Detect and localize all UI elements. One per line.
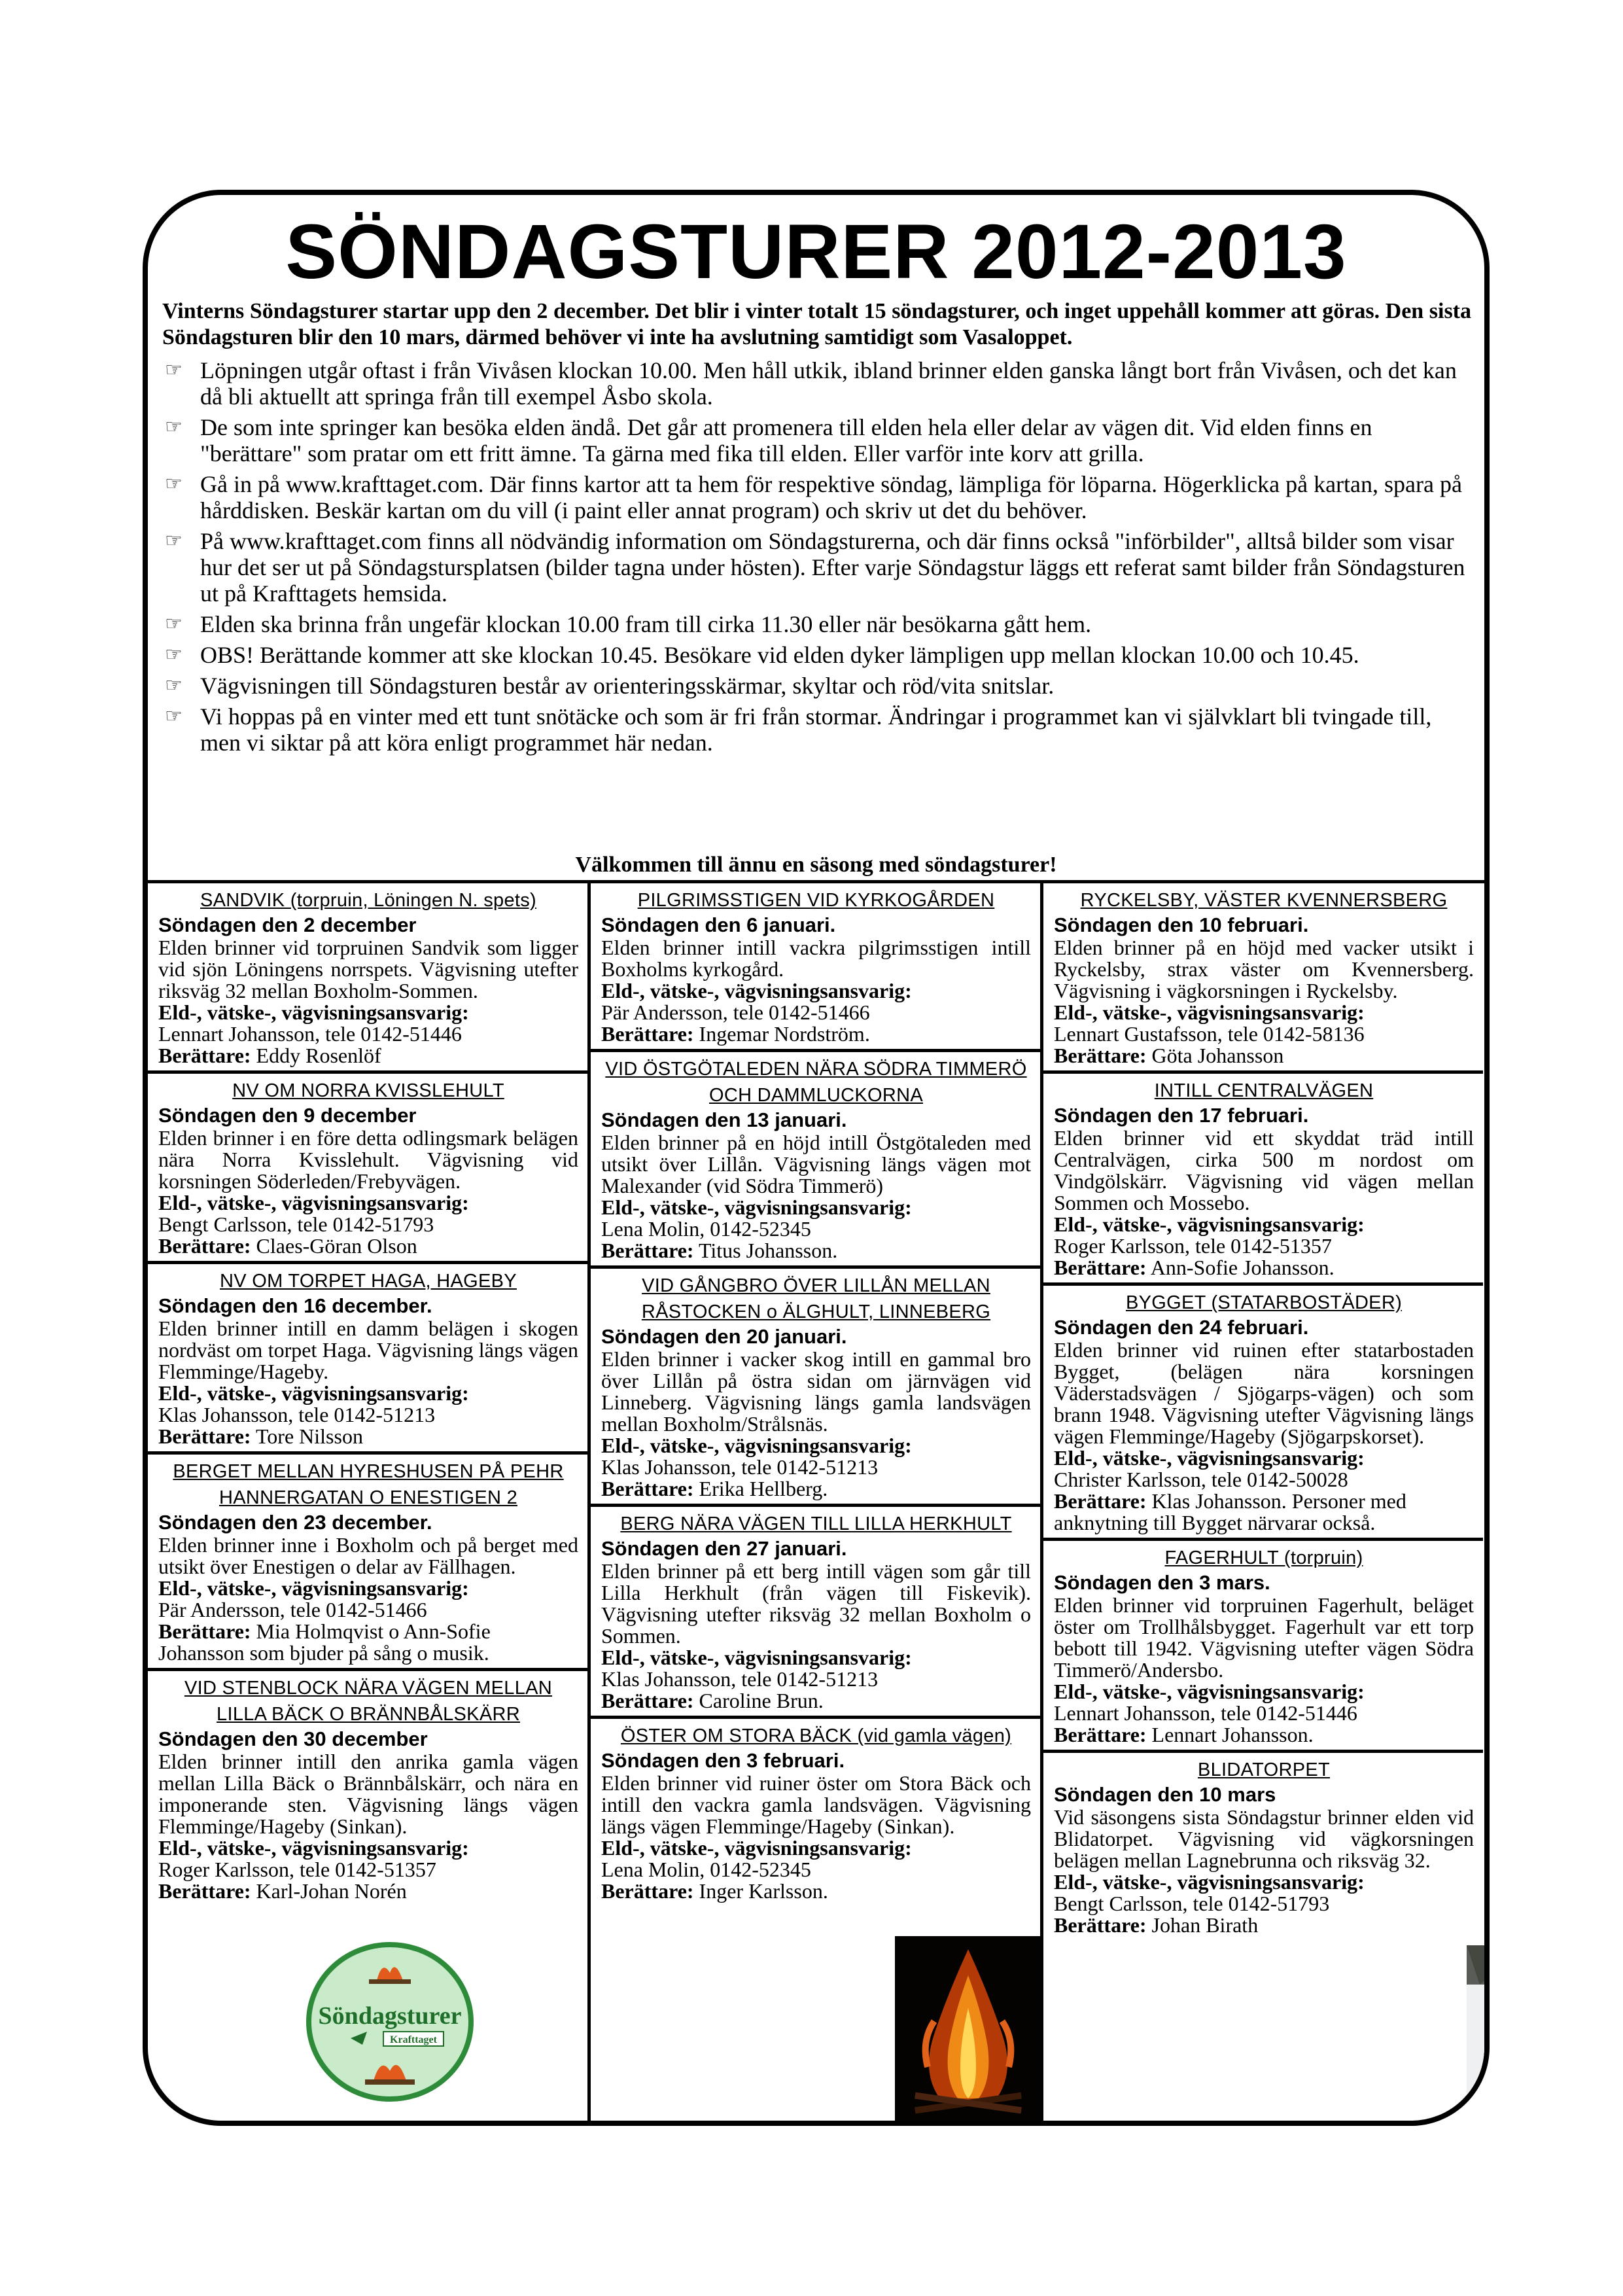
responsible-label: Eld-, vätske-, vägvisningsansvarig: xyxy=(158,1576,469,1600)
responsible-label: Eld-, vätske-, vägvisningsansvarig: xyxy=(601,979,912,1002)
tour-heading: VID ÖSTGÖTALEDEN NÄRA SÖDRA TIMMERÖ OCH DAMMLUCKORNA xyxy=(605,1059,1027,1106)
responsible-contact: Klas Johansson, tele 0142-51213 xyxy=(601,1455,879,1479)
narrator-row xyxy=(601,1240,1031,1262)
narrator-label: Berättare: xyxy=(601,1477,694,1500)
tour-heading: RYCKELSBY, VÄSTER KVENNERSBERG xyxy=(1080,890,1448,911)
narrator-row xyxy=(601,1478,1031,1500)
tour-description: Elden brinner vid ruinen efter statarbostaden Bygget, (belägen nära korsningen Väderstadsvägen / Sjögarps-vägen) och som brann 1948. Vägvisning utefter Vägvisning längs vägen Flemminge/Hageby (Sjögarpskorset). xyxy=(1054,1338,1474,1448)
tour-description: Vid säsongens sista Söndagstur brinner elden vid Blidatorpet. Vägvisning vid vägkorsningen belägen mellan Lagnebrunna och riksväg 32. xyxy=(1054,1805,1474,1872)
responsible-contact: Klas Johansson, tele 0142-51213 xyxy=(158,1403,436,1426)
narrator-label: Berättare: xyxy=(601,1022,694,1046)
tour-heading: SANDVIK (torpruin, Löningen N. spets) xyxy=(200,890,536,911)
tour-entry xyxy=(591,1719,1040,1906)
narrator-label: Berättare: xyxy=(601,1239,694,1262)
narrator-label: Berättare: xyxy=(1054,1489,1147,1513)
responsible-contact: Lennart Johansson, tele 0142-51446 xyxy=(1054,1701,1357,1725)
tour-entry xyxy=(148,1074,587,1264)
narrator-label: Berättare: xyxy=(1054,1723,1147,1746)
narrator-label: Berättare: xyxy=(158,1234,251,1258)
responsible-label: Eld-, vätske-, vägvisningsansvarig: xyxy=(1054,1446,1365,1470)
tour-entry xyxy=(1043,1074,1483,1286)
tour-entry xyxy=(1043,883,1483,1074)
tour-description: Elden brinner vid ruiner öster om Stora Bäck och intill den vackra gamla landsvägen. Vägvisning längs vägen Flemminge/Hageby (Sinkan). xyxy=(601,1771,1031,1838)
narrator-name: Ingemar Nordström. xyxy=(699,1022,870,1046)
tour-description: Elden brinner i en före detta odlingsmark belägen nära Norra Kvisslehult. Vägvisning vid korsningen Söderleden/Frebyvägen. xyxy=(158,1126,578,1193)
responsible-contact: Christer Karlsson, tele 0142-50028 xyxy=(1054,1468,1348,1491)
tour-description: Elden brinner vid torpruinen Fagerhult, beläget öster om Trollhålsbygget. Fagerhult var ett torp bebott till 1942. Vägvisning utefter vägen Södra Timmerö/Andersbo. xyxy=(1054,1593,1474,1682)
tour-entry xyxy=(591,1507,1040,1719)
tour-heading: NV OM NORRA KVISSLEHULT xyxy=(232,1080,504,1101)
responsible-label: Eld-, vätske-, vägvisningsansvarig: xyxy=(1054,1212,1365,1236)
responsible-contact: Klas Johansson, tele 0142-51213 xyxy=(601,1667,879,1691)
narrator-row xyxy=(1054,1491,1474,1534)
tour-description: Elden brinner på en höjd med vacker utsikt i Ryckelsby, strax väster om Kvennersberg. Vägvisning i vägkorsningen i Ryckelsby. xyxy=(1054,936,1474,1002)
responsible-contact: Lena Molin, 0142-52345 xyxy=(601,1217,811,1241)
tour-date: Söndagen den 3 mars. xyxy=(1054,1571,1270,1594)
narrator-name: Göta Johansson xyxy=(1151,1044,1284,1067)
narrator-name: Tore Nilsson xyxy=(255,1424,363,1448)
narrator-row xyxy=(158,1621,578,1664)
pointing-hand-icon: ☞ xyxy=(165,675,183,696)
info-bullet: ☞ Vi hoppas på en vinter med ett tunt snötäcke och som är fri från stormar. Ändringar i programmet kan vi självklart bli tvingade till, men vi siktar på att köra enligt programmet här nedan. xyxy=(165,703,1432,756)
tour-heading: PILGRIMSSTIGEN VID KYRKOGÅRDEN xyxy=(637,890,995,911)
tour-heading: INTILL CENTRALVÄGEN xyxy=(1154,1080,1374,1101)
tour-heading: BLIDATORPET xyxy=(1197,1759,1331,1780)
tour-date: Söndagen den 23 december. xyxy=(158,1511,432,1534)
narrator-row xyxy=(601,1023,1031,1045)
responsible-contact: Lennart Johansson, tele 0142-51446 xyxy=(158,1022,462,1046)
narrator-label: Berättare: xyxy=(1054,1044,1147,1067)
pointing-hand-icon: ☞ xyxy=(165,705,183,727)
responsible-contact: Pär Andersson, tele 0142-51466 xyxy=(158,1598,427,1621)
pointing-hand-icon: ☞ xyxy=(165,530,183,552)
info-bullet: ☞ Löpningen utgår oftast i från Vivåsen klockan 10.00. Men håll utkik, ibland brinner elden ganska långt bort från Vivåsen, och det kan då bli aktuellt att springa från till exempel Åsbo skola. xyxy=(165,357,1457,410)
responsible-contact: Lennart Gustafsson, tele 0142-58136 xyxy=(1054,1022,1365,1046)
responsible-label: Eld-, vätske-, vägvisningsansvarig: xyxy=(1054,1870,1365,1894)
page-title: SÖNDAGSTURER 2012-2013 xyxy=(285,209,1347,295)
schedule-column-2 xyxy=(591,883,1040,2121)
responsible-label: Eld-, vätske-, vägvisningsansvarig: xyxy=(601,1646,912,1669)
narrator-label: Berättare: xyxy=(601,1689,694,1712)
logo-sub-text: Krafttaget xyxy=(390,2034,437,2045)
narrator-row xyxy=(158,1045,578,1067)
tour-heading: BYGGET (STATARBOSTÄDER) xyxy=(1125,1292,1403,1313)
narrator-name: Titus Johansson. xyxy=(698,1239,838,1262)
narrator-row xyxy=(1054,1915,1474,1936)
responsible-label: Eld-, vätske-, vägvisningsansvarig: xyxy=(158,1381,469,1405)
responsible-label: Eld-, vätske-, vägvisningsansvarig: xyxy=(1054,1000,1365,1024)
responsible-contact: Lena Molin, 0142-52345 xyxy=(601,1858,811,1881)
narrator-label: Berättare: xyxy=(601,1879,694,1903)
narrator-label: Berättare: xyxy=(158,1044,251,1067)
responsible-label: Eld-, vätske-, vägvisningsansvarig: xyxy=(158,1000,469,1024)
tour-heading: NV OM TORPET HAGA, HAGEBY xyxy=(220,1271,517,1292)
narrator-row xyxy=(1054,1724,1474,1746)
tour-date: Söndagen den 6 januari. xyxy=(601,913,836,936)
schedule-column-3 xyxy=(1043,883,1483,2121)
tour-description: Elden brinner intill en damm belägen i skogen nordväst om torpet Haga. Vägvisning längs vägen Flemminge/Hageby. xyxy=(158,1316,578,1383)
narrator-label: Berättare: xyxy=(1054,1913,1147,1937)
intro-paragraph: Vinterns Söndagsturer startar upp den 2 december. Det blir i vinter totalt 15 söndagsturer, och inget uppehåll kommer att göras. Den sista Söndagsturen blir den 10 mars, därmed behöver vi inte ha avslutning samtidigt som Vasaloppet. xyxy=(162,299,1471,349)
tour-date: Söndagen den 20 januari. xyxy=(601,1325,847,1348)
responsible-label: Eld-, vätske-, vägvisningsansvarig: xyxy=(158,1836,469,1860)
narrator-name: Claes-Göran Olson xyxy=(256,1234,417,1258)
responsible-label: Eld-, vätske-, vägvisningsansvarig: xyxy=(601,1836,912,1860)
tour-description: Elden brinner i vacker skog intill en gammal bro över Lillån på östra sidan om järnvägen vid Linneberg. Vägvisning längs gamla landsvägen mellan Boxholm/Strålsnäs. xyxy=(601,1347,1031,1436)
tour-entry xyxy=(148,1264,587,1455)
tour-entry xyxy=(1043,1286,1483,1541)
tour-date: Söndagen den 2 december xyxy=(158,913,417,936)
narrator-name: Karl-Johan Norén xyxy=(256,1879,407,1903)
tour-date: Söndagen den 9 december xyxy=(158,1104,417,1127)
info-bullet: ☞ På www.krafttaget.com finns all nödvändig information om Söndagsturerna, och där finns också "införbilder", alltså bilder som visar hur det ser ut på Söndagstursplatsen (bilder tagna under hösten). Efter varje Söndagstur läggs ett referat samt bilder från Söndagsturen ut på Krafttagets hemsida. xyxy=(165,528,1465,607)
tour-date: Söndagen den 13 januari. xyxy=(601,1108,847,1131)
narrator-name: Ann-Sofie Johansson. xyxy=(1150,1256,1335,1279)
narrator-label: Berättare: xyxy=(158,1424,251,1448)
tour-entry xyxy=(1043,1753,1483,1940)
narrator-name: Caroline Brun. xyxy=(699,1689,824,1712)
narrator-name: Mia Holmqvist o Ann-Sofie Johansson som bjuder på sång o musik. xyxy=(158,1619,491,1665)
tour-date: Söndagen den 30 december xyxy=(158,1727,428,1750)
narrator-name: Erika Hellberg. xyxy=(699,1477,828,1500)
narrator-row xyxy=(601,1881,1031,1902)
narrator-row xyxy=(601,1690,1031,1712)
pointing-hand-icon: ☞ xyxy=(165,416,183,438)
tour-description: Elden brinner vid torpruinen Sandvik som ligger vid sjön Löningens norrspets. Vägvisning utefter riksväg 32 mellan Boxholm-Sommen. xyxy=(158,936,578,1002)
tour-entry xyxy=(591,1269,1040,1507)
narrator-row xyxy=(1054,1045,1474,1067)
tour-description: Elden brinner på ett berg intill vägen som går till Lilla Herkhult (från vägen till Fiskevik). Vägvisning utefter riksväg 32 mellan Boxholm o Sommen. xyxy=(601,1559,1031,1648)
info-bullet: ☞ OBS! Berättande kommer att ske klockan 10.45. Besökare vid elden dyker lämpligen upp mellan klockan 10.00 och 10.45. xyxy=(165,642,1359,668)
responsible-contact: Pär Andersson, tele 0142-51466 xyxy=(601,1000,870,1024)
responsible-label: Eld-, vätske-, vägvisningsansvarig: xyxy=(601,1195,912,1219)
narrator-name: Eddy Rosenlöf xyxy=(256,1044,381,1067)
narrator-name: Klas Johansson. Personer med anknytning till Bygget närvarar också. xyxy=(1054,1489,1406,1534)
narrator-row xyxy=(158,1881,578,1902)
campfire-photo xyxy=(895,1936,1041,2121)
responsible-contact: Roger Karlsson, tele 0142-51357 xyxy=(1054,1234,1332,1258)
responsible-contact: Bengt Carlsson, tele 0142-51793 xyxy=(158,1212,434,1236)
tour-heading: VID GÅNGBRO ÖVER LILLÅN MELLAN RÅSTOCKEN o ÄLGHULT, LINNEBERG xyxy=(641,1275,991,1322)
tour-entry xyxy=(1043,1541,1483,1753)
tour-date: Söndagen den 16 december. xyxy=(158,1294,432,1317)
info-bullet: ☞ Elden ska brinna från ungefär klockan 10.00 fram till cirka 11.30 eller när besökarna gått hem. xyxy=(165,611,1092,637)
info-bullet: ☞ Vägvisningen till Söndagsturen består av orienteringsskärmar, skyltar och röd/vita snitslar. xyxy=(165,673,1055,699)
tour-description: Elden brinner på en höjd intill Östgötaleden med utsikt över Lillån. Vägvisning längs vägen mot Malexander (vid Södra Timmerö) xyxy=(601,1131,1031,1197)
narrator-label: Berättare: xyxy=(158,1879,251,1903)
info-bullet: ☞ De som inte springer kan besöka elden ändå. Det går att promenera till elden hela eller delar av vägen dit. Vid elden finns en "berättare" som pratar om ett fritt ämne. Ta gärna med fika till elden. Eller varför inte korv att grilla. xyxy=(165,414,1372,467)
tour-description: Elden brinner vid ett skyddat träd intill Centralvägen, cirka 500 m nordost om Vindgölskärr. Vägvisning vid vägen mellan Sommen och Mossebo. xyxy=(1054,1126,1474,1214)
tour-entry xyxy=(148,1455,587,1671)
narrator-row xyxy=(158,1235,578,1257)
pointing-hand-icon: ☞ xyxy=(165,644,183,665)
pointing-hand-icon: ☞ xyxy=(165,473,183,495)
narrator-label: Berättare: xyxy=(1054,1256,1147,1279)
tour-date: Söndagen den 24 februari. xyxy=(1054,1316,1309,1339)
tour-entry xyxy=(591,883,1040,1052)
narrator-row xyxy=(1054,1257,1474,1279)
narrator-label: Berättare: xyxy=(158,1619,251,1643)
tour-heading: BERGET MELLAN HYRESHUSEN PÅ PEHR HANNERGATAN O ENESTIGEN 2 xyxy=(173,1461,564,1508)
tour-description: Elden brinner intill vackra pilgrimsstigen intill Boxholms kyrkogård. xyxy=(601,936,1031,981)
narrator-name: Lennart Johansson. xyxy=(1151,1723,1314,1746)
info-bullet-list xyxy=(160,357,1470,760)
tour-date: Söndagen den 10 februari. xyxy=(1054,913,1309,936)
poster-frame xyxy=(143,190,1490,2126)
narrator-name: Inger Karlsson. xyxy=(699,1879,828,1903)
tour-heading: VID STENBLOCK NÄRA VÄGEN MELLAN LILLA BÄCK O BRÄNNBÅLSKÄRR xyxy=(184,1678,553,1725)
tour-date: Söndagen den 27 januari. xyxy=(601,1537,847,1560)
tour-description: Elden brinner intill den anrika gamla vägen mellan Lilla Bäck o Brännbålskärr, och nära en imponerande sten. Vägvisning längs vägen Flemminge/Hageby (Sinkan). xyxy=(158,1750,578,1838)
responsible-contact: Bengt Carlsson, tele 0142-51793 xyxy=(1054,1892,1330,1915)
pointing-hand-icon: ☞ xyxy=(165,359,183,381)
tour-entry xyxy=(591,1052,1040,1269)
schedule-column-1 xyxy=(148,883,587,2121)
narrator-row xyxy=(158,1426,578,1447)
tour-heading: ÖSTER OM STORA BÄCK (vid gamla vägen) xyxy=(620,1725,1012,1746)
responsible-label: Eld-, vätske-, vägvisningsansvarig: xyxy=(1054,1680,1365,1703)
tour-date: Söndagen den 17 februari. xyxy=(1054,1104,1309,1127)
tour-entry xyxy=(148,883,587,1074)
welcome-line: Välkommen till ännu en säsong med söndagsturer! xyxy=(575,853,1057,877)
logo-main-text: Söndagsturer xyxy=(318,2002,462,2030)
responsible-label: Eld-, vätske-, vägvisningsansvarig: xyxy=(601,1434,912,1457)
sondagsturer-logo xyxy=(305,1940,475,2104)
info-bullet: ☞ Gå in på www.krafttaget.com. Där finns kartor att ta hem för respektive söndag, lämpliga för löparna. Högerklicka på kartan, spara på hårddisken. Beskär kartan om du vill (i paint eller annat program) och skriv ut det du behöver. xyxy=(165,471,1462,523)
tour-date: Söndagen den 10 mars xyxy=(1054,1783,1276,1806)
tour-description: Elden brinner inne i Boxholm och på berget med utsikt över Enestigen o delar av Fällhagen. xyxy=(158,1533,578,1578)
snow-sled-photo xyxy=(1467,1945,1490,2102)
pointing-hand-icon: ☞ xyxy=(165,613,183,635)
narrator-name: Johan Birath xyxy=(1151,1913,1259,1937)
tour-heading: BERG NÄRA VÄGEN TILL LILLA HERKHULT xyxy=(620,1513,1012,1534)
tour-heading: FAGERHULT (torpruin) xyxy=(1164,1547,1363,1568)
responsible-contact: Roger Karlsson, tele 0142-51357 xyxy=(158,1858,436,1881)
tour-date: Söndagen den 3 februari. xyxy=(601,1749,845,1772)
tour-entry xyxy=(148,1671,587,1906)
responsible-label: Eld-, vätske-, vägvisningsansvarig: xyxy=(158,1191,469,1214)
